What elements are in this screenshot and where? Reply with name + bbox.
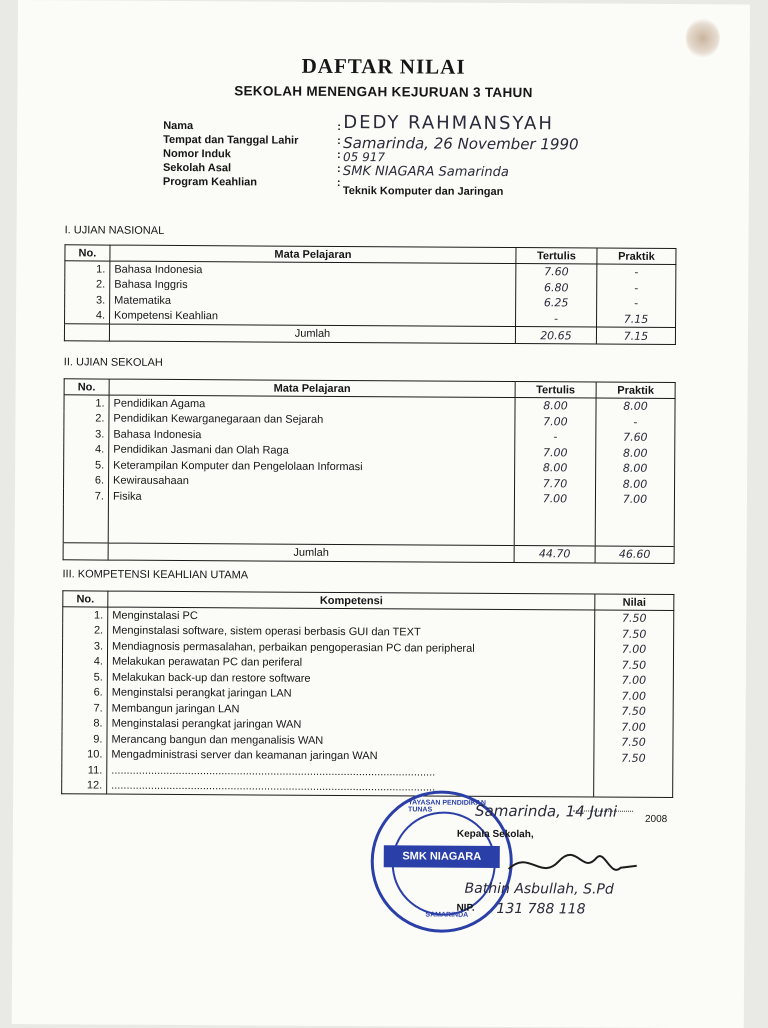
col-no: No. — [65, 245, 110, 261]
document-page — [12, 0, 750, 1028]
table-row: 1. Menginstalasi PC 7.50 — [63, 607, 674, 627]
col-subject: Mata Pelajaran — [109, 379, 515, 397]
label-school: Sekolah Asal — [162, 161, 232, 175]
page-subtitle: SEKOLAH MENENGAH KEJURUAN 3 TAHUN — [234, 83, 533, 101]
student-nis: 05 917 — [343, 149, 386, 165]
table-row: 3. Bahasa Indonesia - 7.60 — [64, 426, 675, 445]
stamp-ring-top: YAYASAN PENDIDIKAN TUNAS — [408, 799, 486, 814]
table-row: 2. Pendidikan Kewarganegaraan dan Sejarah 7.00 - — [64, 411, 675, 430]
table-row: 4. Pendidikan Jasmani dan Olah Raga 7.00 8.00 — [64, 442, 675, 461]
stamp-ring-bottom: SAMARINDA — [425, 911, 469, 919]
col-no: No. — [63, 591, 108, 607]
col-tertulis: Tertulis — [516, 248, 597, 264]
col-subject: Mata Pelajaran — [110, 245, 516, 263]
table-row: 1. Bahasa Indonesia 7.60 - — [65, 261, 676, 281]
col-tertulis: Tertulis — [515, 382, 596, 398]
label-name: Nama — [163, 119, 194, 133]
signature-name: Bathin Asbullah, S.Pd — [464, 880, 614, 898]
table-row: 6. Menginstalsi perangkat jaringan LAN 7.00 — [62, 685, 673, 704]
signature-place-date: Samarinda, 14 Juni — [475, 801, 618, 821]
section-us-heading: II. UJIAN SEKOLAH — [63, 356, 163, 369]
section-kk-heading: III. KOMPETENSI KEAHLIAN UTAMA — [62, 568, 249, 582]
signature-role: Kepala Sekolah, — [456, 828, 534, 841]
signature-year: 2008 — [644, 813, 668, 825]
table-row: 4. Melakukan perawatan PC dan periferal 7.50 — [62, 654, 673, 673]
table-row: 7. Fisika 7.00 7.00 — [63, 488, 674, 507]
table-row: 4. Kompetensi Keahlian - 7.15 — [65, 308, 676, 328]
student-program: Teknik Komputer dan Jaringan — [342, 184, 504, 198]
table-row: 3. Matematika 6.25 - — [65, 292, 676, 311]
table-us — [63, 378, 676, 563]
col-nilai: Nilai — [595, 594, 674, 610]
signature-nip-label: NIP. — [456, 902, 475, 914]
stain-mark — [686, 18, 720, 58]
table-row: 1. Pendidikan Agama 8.00 8.00 — [64, 395, 675, 415]
section-un-heading: I. UJIAN NASIONAL — [64, 224, 165, 237]
stamp-band: SMK NIAGARA — [384, 845, 500, 868]
table-row: 11. .......................................................................................................... — [62, 762, 673, 781]
table-row: 10. Mengadministrasi server dan keamanan jaringan WAN 7.50 — [62, 747, 673, 766]
page-title: DAFTAR NILAI — [301, 53, 466, 79]
table-row: 7. Membangun jaringan LAN 7.50 — [62, 700, 673, 719]
label-nis: Nomor Induk — [163, 147, 231, 161]
table-row: 5. Keterampilan Komputer dan Pengelolaan Informasi 8.00 8.00 — [64, 457, 675, 476]
col-praktik: Praktik — [596, 382, 675, 398]
signature-nip: 131 788 118 — [496, 900, 586, 918]
total-row: Jumlah 20.65 7.15 — [64, 324, 675, 345]
student-info-labels: Nama : Tempat dan Tanggal Lahir : Nomor Induk : Sekolah Asal : Program Keahlian : — [162, 119, 341, 189]
table-row: 3. Mendiagnosis permasalahan, perbaikan pengoperasian PC dan peripheral 7.00 — [63, 638, 674, 657]
col-praktik: Praktik — [597, 248, 676, 264]
table-row: 2. Menginstalasi software, sistem operasi berbasis GUI dan TEXT 7.50 — [63, 623, 674, 642]
table-row: 2. Bahasa Inggris 6.80 - — [65, 277, 676, 296]
signature-scribble — [501, 845, 641, 886]
student-school: SMK NIAGARA Samarinda — [342, 163, 509, 181]
table-row: 12. .......................................................................................................... — [62, 778, 673, 798]
table-kk — [61, 590, 674, 798]
blank-row — [63, 504, 674, 546]
student-birth: Samarinda, 26 November 1990 — [343, 133, 579, 154]
table-un — [64, 244, 677, 345]
label-birth: Tempat dan Tanggal Lahir — [163, 133, 299, 147]
col-competence: Kompetensi — [108, 591, 595, 610]
table-row: 6. Kewirausahaan 7.70 8.00 — [64, 473, 675, 492]
col-no: No. — [64, 379, 109, 395]
label-program: Program Keahlian — [162, 175, 258, 189]
total-row: Jumlah 44.70 46.60 — [63, 542, 674, 563]
student-name: DEDY RAHMANSYAH — [343, 111, 554, 135]
table-row: 5. Melakukan back-up dan restore software 7.00 — [62, 669, 673, 688]
table-row: 8. Menginstalasi perangkat jaringan WAN 7.00 — [62, 716, 673, 735]
table-row: 9. Merancang bangun dan menganalisis WAN 7.50 — [62, 731, 673, 750]
